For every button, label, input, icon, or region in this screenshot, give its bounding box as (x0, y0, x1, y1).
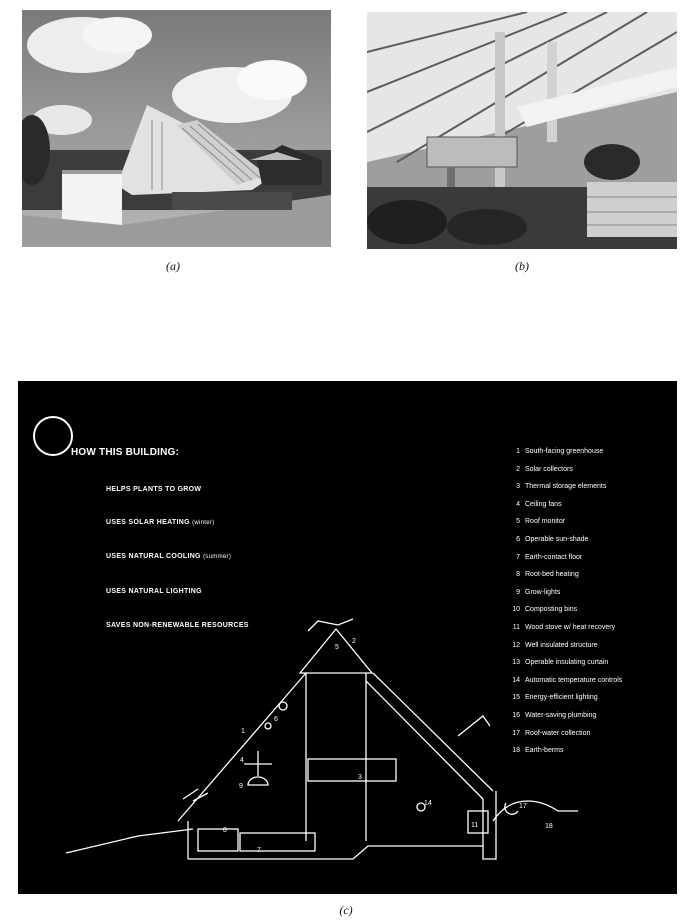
photo-greenhouse-interior (367, 12, 677, 249)
sunshade-small (265, 723, 271, 729)
legend-label: Operable sun-shade (525, 535, 589, 543)
legend-label: Energy-efficient lighting (525, 694, 598, 702)
diagram-label-3: 3 (358, 774, 362, 781)
legend-number: 5 (516, 518, 520, 526)
purpose-note: (summer) (203, 554, 232, 560)
floor-line (188, 846, 483, 859)
legend-label: Roof monitor (525, 518, 566, 526)
legend-number: 10 (512, 606, 520, 614)
purpose-text: USES NATURAL LIGHTING (106, 588, 202, 595)
vent-duct (458, 716, 490, 736)
legend-label: Earth-berms (525, 747, 564, 755)
legend-number: 8 (516, 571, 520, 579)
legend-label: Operable insulating curtain (525, 659, 609, 667)
legend-number: 7 (516, 553, 520, 561)
legend-label: Water-saving plumbing (525, 711, 597, 719)
grow-light (248, 777, 268, 785)
caption-a: (a) (166, 259, 180, 273)
diagram-label-4: 4 (240, 757, 244, 764)
legend-label: Earth-contact floor (525, 553, 583, 561)
legend-label: Composting bins (525, 606, 578, 614)
building-section-diagram (18, 381, 677, 894)
roof-north-outer (373, 673, 493, 791)
plant-bed-center (240, 833, 315, 851)
section-drawing (18, 381, 677, 894)
legend-number: 14 (512, 676, 520, 684)
airflow-arrow-top (308, 619, 353, 631)
diagram-label-6: 6 (274, 716, 278, 723)
thermal-storage-shelf (308, 759, 396, 781)
north-wall (483, 791, 496, 859)
legend-number: 13 (512, 659, 520, 667)
diagram-label-1: 1 (241, 728, 245, 735)
diagram-label-9: 9 (239, 783, 243, 790)
legend-label: Well insulated structure (525, 641, 598, 649)
legend-label: Automatic temperature controls (525, 676, 623, 684)
legend-number: 1 (516, 448, 520, 455)
legend-label: Grow-lights (525, 588, 561, 596)
diagram-label-8: 8 (223, 827, 227, 834)
legend-number: 6 (516, 535, 520, 543)
diagram-label-14: 14 (424, 800, 432, 807)
legend-number: 11 (512, 623, 520, 631)
legend-number: 15 (512, 694, 520, 702)
legend-number: 9 (516, 588, 520, 596)
diagram-label-5: 5 (335, 644, 339, 651)
diagram-heading: HOW THIS BUILDING: (71, 447, 180, 458)
exterior-photo-illustration (22, 10, 331, 247)
caption-c: (c) (339, 903, 353, 917)
caption-b: (b) (515, 259, 529, 273)
purpose-text: USES NATURAL COOLING (106, 553, 201, 560)
diagram-label-17: 17 (519, 803, 527, 810)
interior-photo-illustration (367, 12, 677, 249)
legend-label: Thermal storage elements (525, 483, 607, 491)
roof-monitor (300, 629, 372, 673)
legend-number: 12 (512, 641, 520, 649)
legend-number: 3 (516, 483, 520, 491)
legend-number: 17 (512, 729, 520, 737)
legend-label: Root-bed heating (525, 571, 579, 579)
ground-line (66, 829, 193, 853)
legend-label: Solar collectors (525, 465, 573, 473)
purpose-note: (winter) (192, 520, 215, 526)
legend-label: South-facing greenhouse (525, 448, 604, 455)
sun-shade-marker (279, 702, 287, 710)
purpose-text: USES SOLAR HEATING (106, 519, 190, 526)
legend-number: 2 (516, 465, 520, 473)
purpose-text: SAVES NON-RENEWABLE RESOURCES (106, 622, 249, 629)
legend-number: 4 (516, 500, 520, 508)
purpose-text: HELPS PLANTS TO GROW (106, 486, 202, 493)
photo-greenhouse-exterior (22, 10, 331, 247)
diagram-label-11: 11 (471, 822, 479, 829)
legend-label: Wood stove w/ heat recovery (525, 623, 616, 631)
legend-label: Roof-water collection (525, 729, 591, 737)
diagram-label-7: 7 (257, 847, 261, 854)
legend-number: 16 (512, 711, 520, 719)
legend-label: Ceiling fans (525, 500, 562, 508)
legend-number: 18 (512, 747, 520, 755)
diagram-label-2: 2 (352, 638, 356, 645)
plant-bed-left (198, 829, 238, 851)
diagram-label-18: 18 (545, 823, 553, 830)
